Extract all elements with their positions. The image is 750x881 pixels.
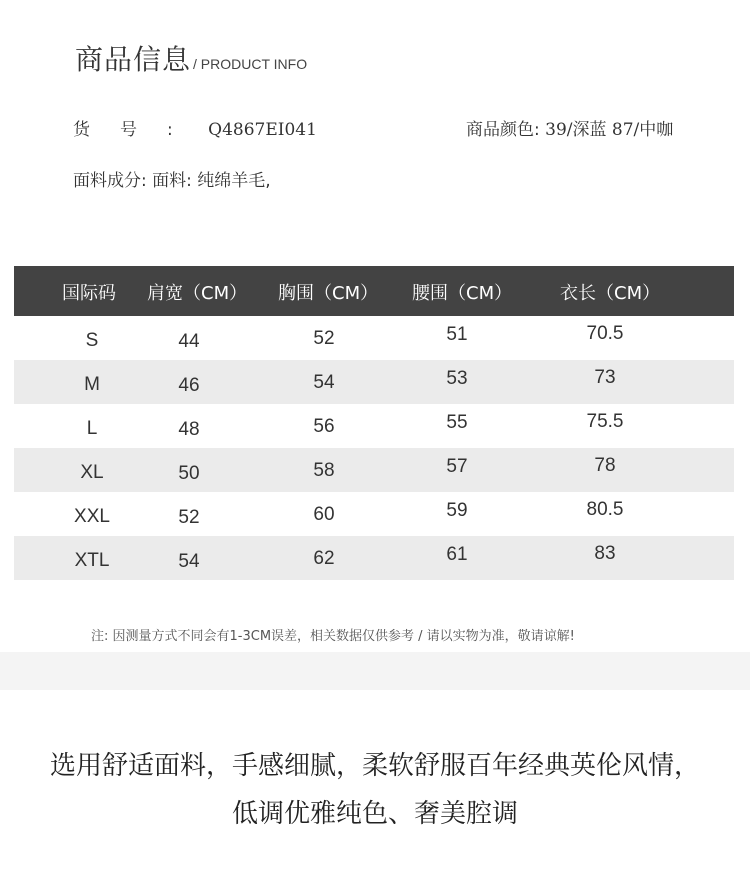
table-row xyxy=(14,316,734,360)
section-subtitle: / PRODUCT INFO xyxy=(193,56,308,72)
cell-size: XL xyxy=(80,462,104,483)
sku-label: 货号: xyxy=(73,120,203,140)
cell-size: L xyxy=(86,418,98,439)
fabric-value: 面料: 纯绵羊毛, xyxy=(152,171,271,191)
table-row xyxy=(14,536,734,580)
cell-size: M xyxy=(84,374,100,395)
cell-shoulder: 46 xyxy=(178,375,200,396)
cell-length: 70.5 xyxy=(586,323,624,344)
slogan-line-1: 选用舒适面料，手感细腻，柔软舒服百年经典英伦风情， xyxy=(49,751,700,781)
table-row xyxy=(14,360,734,404)
cell-waist: 61 xyxy=(446,544,468,565)
header-size-code: 国际码 xyxy=(62,283,116,304)
measurement-note: 注: 因测量方式不同会有1-3CM误差，相关数据仅供参考 / 请以实物为准，敬请谅解! xyxy=(91,629,575,644)
sku-value: Q4867EI041 xyxy=(208,120,317,140)
fabric-line xyxy=(73,166,271,191)
cell-size: XXL xyxy=(74,506,110,527)
cell-length: 75.5 xyxy=(586,411,624,432)
cell-waist: 53 xyxy=(446,368,468,389)
color-label: 商品颜色: xyxy=(466,120,540,140)
cell-waist: 55 xyxy=(446,412,468,433)
header-chest: 胸围（CM） xyxy=(278,283,379,304)
cell-waist: 59 xyxy=(446,500,468,521)
cell-chest: 60 xyxy=(313,504,335,525)
section-title: 商品信息 xyxy=(75,43,192,76)
cell-chest: 54 xyxy=(313,372,335,393)
cell-length: 83 xyxy=(594,543,616,564)
cell-length: 73 xyxy=(594,367,616,388)
cell-length: 80.5 xyxy=(586,499,624,520)
section-header xyxy=(75,38,307,78)
cell-chest: 62 xyxy=(313,548,335,569)
cell-shoulder: 50 xyxy=(178,463,200,484)
cell-shoulder: 48 xyxy=(178,419,200,440)
table-row xyxy=(14,448,734,492)
cell-shoulder: 44 xyxy=(178,331,200,352)
cell-size: S xyxy=(85,330,99,351)
cell-shoulder: 54 xyxy=(178,551,200,572)
cell-size: XTL xyxy=(74,550,110,571)
cell-chest: 56 xyxy=(313,416,335,437)
cell-waist: 51 xyxy=(446,324,468,345)
fabric-label: 面料成分: xyxy=(73,171,147,191)
cell-chest: 52 xyxy=(313,328,335,349)
slogan-line-2: 低调优雅纯色、奢美腔调 xyxy=(231,799,518,829)
cell-chest: 58 xyxy=(313,460,335,481)
table-row xyxy=(14,492,734,536)
header-length: 衣长（CM） xyxy=(560,283,661,304)
cell-length: 78 xyxy=(594,455,616,476)
divider-band xyxy=(0,652,750,690)
size-table xyxy=(14,266,734,580)
color-line xyxy=(466,115,673,140)
color-value: 39/深蓝 87/中咖 xyxy=(545,120,674,140)
header-shoulder: 肩宽（CM） xyxy=(147,283,248,304)
header-waist: 腰围（CM） xyxy=(412,283,513,304)
table-row xyxy=(14,404,734,448)
size-table-header xyxy=(14,266,734,316)
sku-line xyxy=(73,115,317,140)
cell-shoulder: 52 xyxy=(178,507,200,528)
cell-waist: 57 xyxy=(446,456,468,477)
